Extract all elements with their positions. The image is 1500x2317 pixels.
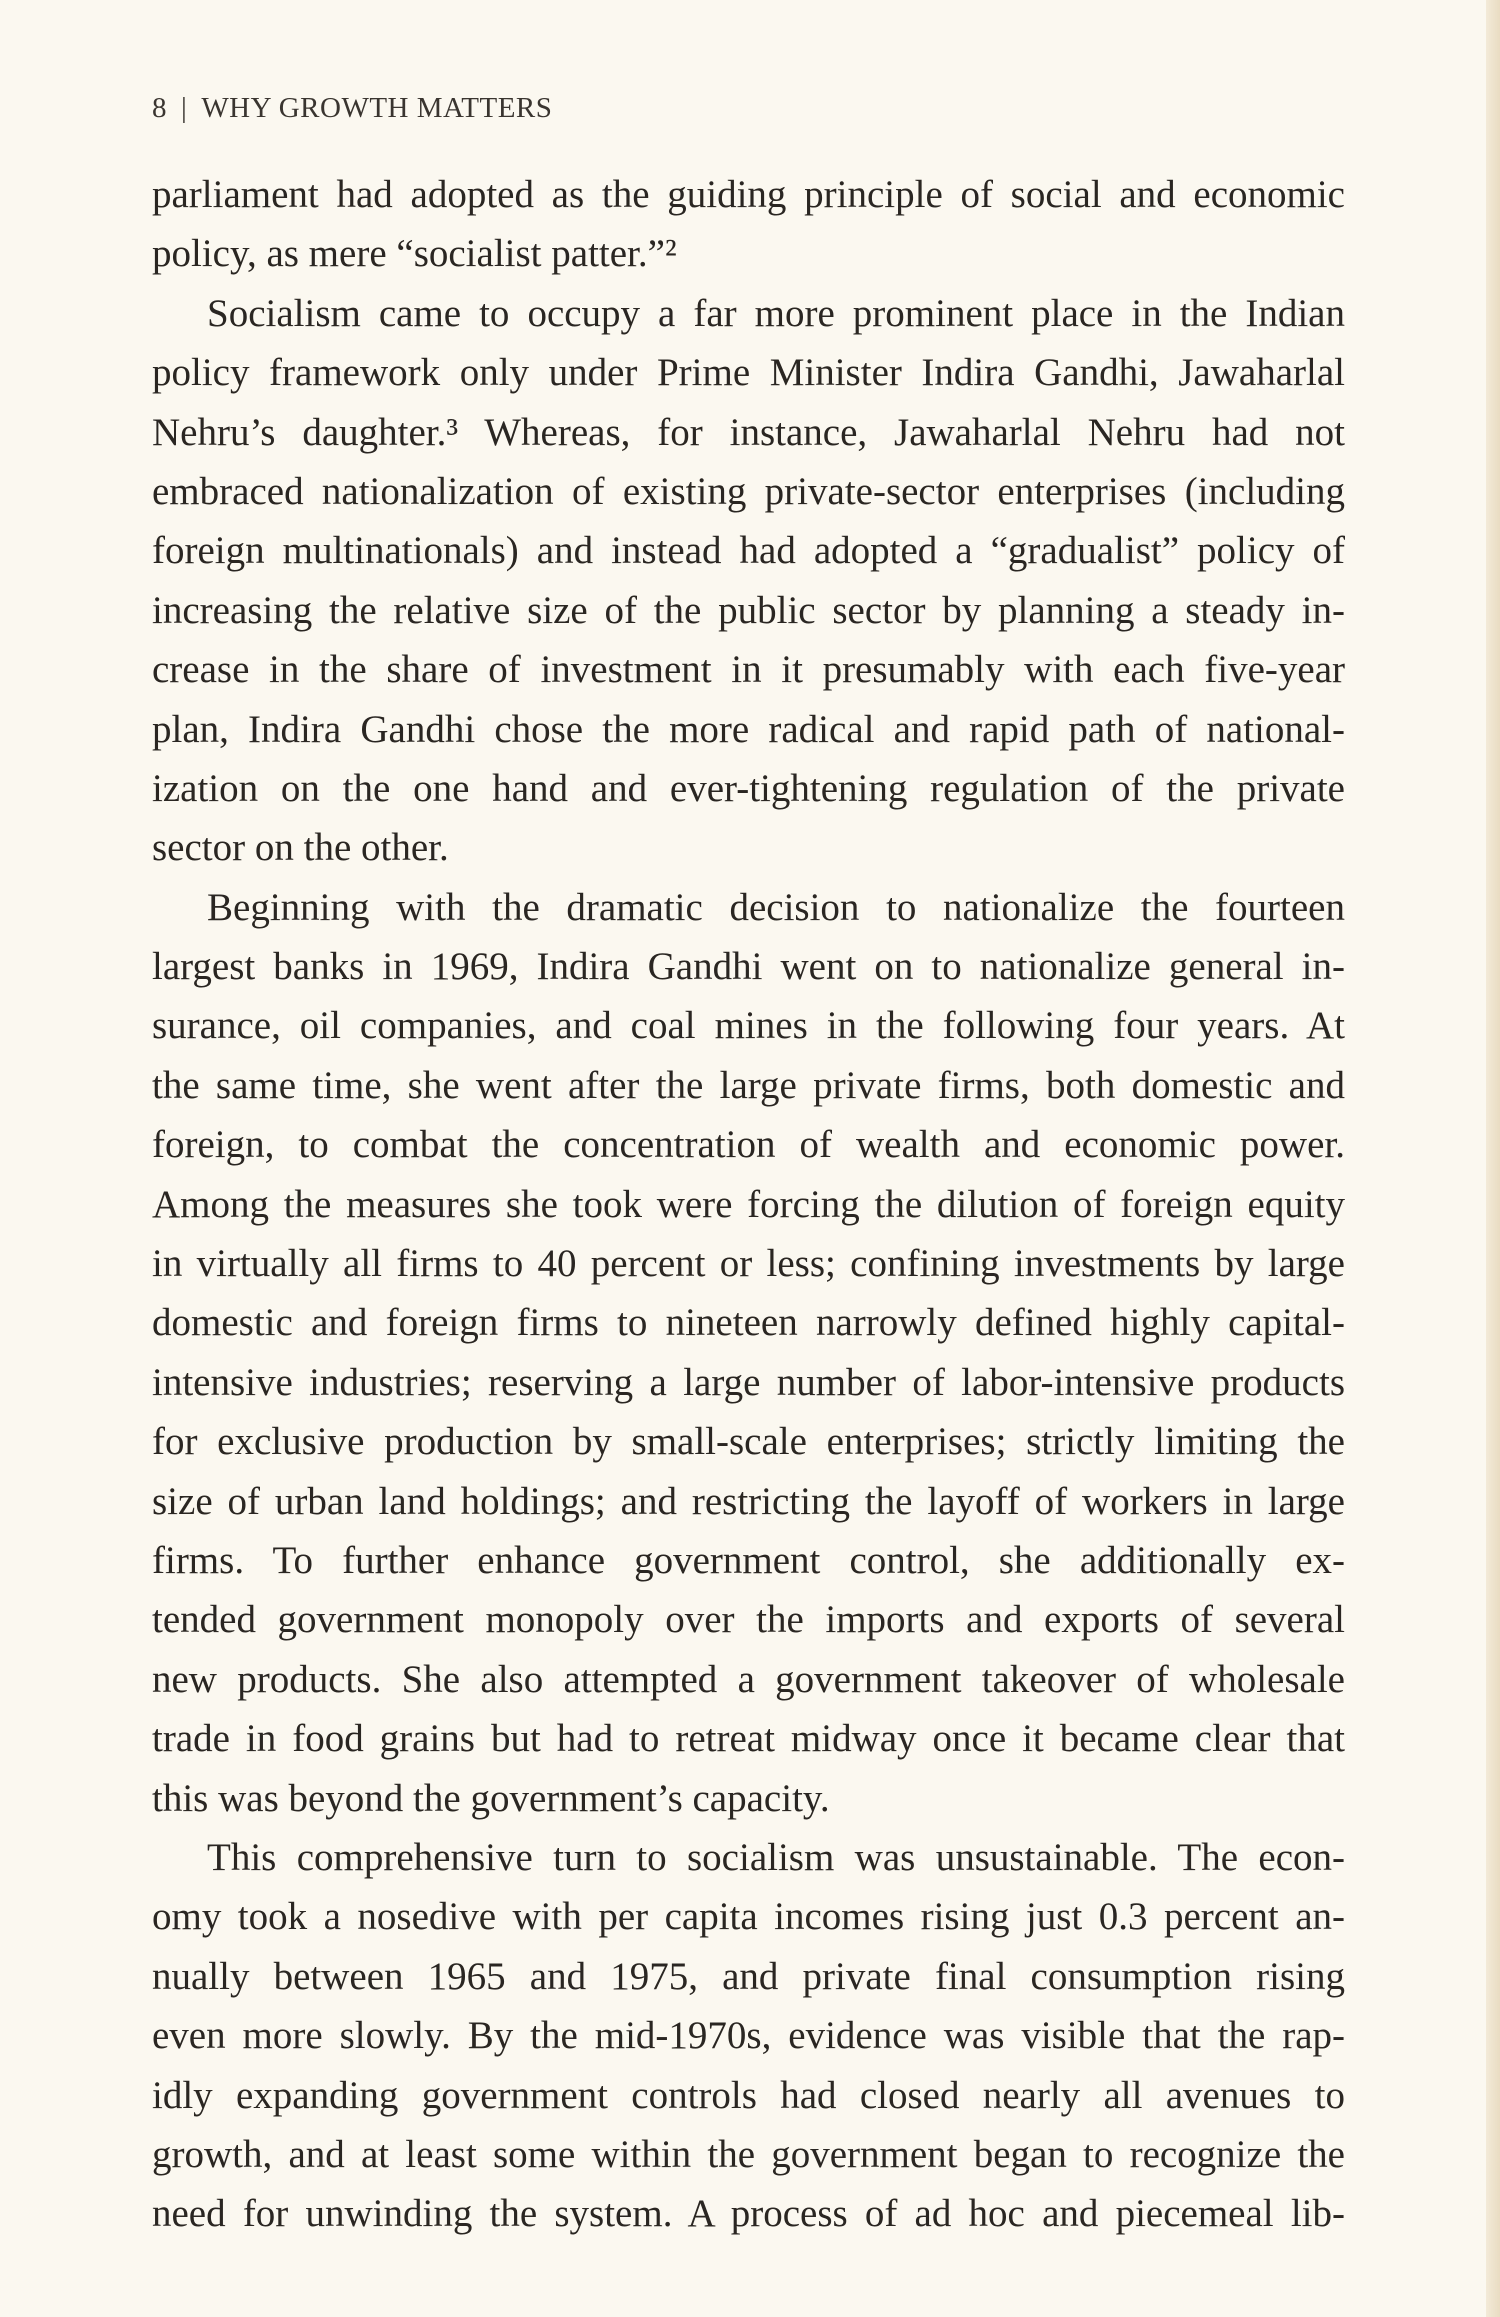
- text-line: policy framework only under Prime Minister Indira Gandhi, Jawaharlal: [152, 351, 1345, 395]
- text-line: tended government monopoly over the imports and exports of several: [152, 1598, 1345, 1642]
- text-line: foreign multinationals) and instead had adopted a “gradualist” policy of: [152, 529, 1345, 573]
- text-line: for exclusive production by small-scale enterprises; strictly limiting the: [152, 1420, 1345, 1464]
- text-line: the same time, she went after the large private firms, both domestic and: [152, 1063, 1345, 1107]
- body-text: [152, 165, 1345, 2244]
- page-edge: [1486, 0, 1500, 2317]
- text-line: idly expanding government controls had closed nearly all avenues to: [152, 2073, 1345, 2117]
- text-line: sector on the other.: [152, 826, 449, 870]
- text-line: largest banks in 1969, Indira Gandhi went on to nationalize general in-: [152, 945, 1345, 989]
- paragraph: [152, 165, 1345, 284]
- running-header: [152, 92, 552, 125]
- paragraph: [152, 878, 1345, 1828]
- text-line: omy took a nosedive with per capita incomes rising just 0.3 percent an-: [152, 1895, 1345, 1939]
- text-line: crease in the share of investment in it presumably with each five-year: [152, 648, 1345, 692]
- text-line: need for unwinding the system. A process of ad hoc and piecemeal lib-: [152, 2192, 1345, 2236]
- text-line: plan, Indira Gandhi chose the more radical and rapid path of national-: [152, 707, 1345, 751]
- paragraph: [152, 1828, 1345, 2244]
- header-separator: |: [181, 92, 188, 124]
- text-line: ization on the one hand and ever-tightening regulation of the private: [152, 766, 1345, 810]
- text-line: foreign, to combat the concentration of wealth and economic power.: [152, 1123, 1345, 1167]
- text-line: embraced nationalization of existing private-sector enterprises (including: [152, 469, 1345, 513]
- text-line: even more slowly. By the mid-1970s, evidence was visible that the rap-: [152, 2014, 1345, 2058]
- text-line: size of urban land holdings; and restricting the layoff of workers in large: [152, 1479, 1345, 1523]
- text-line: Among the measures she took were forcing the dilution of foreign equity: [152, 1182, 1345, 1226]
- text-line: policy, as mere “socialist patter.”²: [152, 232, 677, 276]
- text-line: firms. To further enhance government control, she additionally ex-: [152, 1538, 1345, 1582]
- text-line: surance, oil companies, and coal mines in the following four years. At: [152, 1004, 1345, 1048]
- text-line: growth, and at least some within the government began to recognize the: [152, 2132, 1345, 2176]
- text-line: new products. She also attempted a government takeover of wholesale: [152, 1657, 1345, 1701]
- text-line: parliament had adopted as the guiding principle of social and economic: [152, 173, 1345, 216]
- text-line: Nehru’s daughter.³ Whereas, for instance, Jawaharlal Nehru had not: [152, 410, 1345, 454]
- text-line: This comprehensive turn to socialism was unsustainable. The econ-: [207, 1835, 1345, 1879]
- paragraph: [152, 284, 1345, 878]
- text-line: domestic and foreign firms to nineteen narrowly defined highly capital-: [152, 1301, 1345, 1345]
- text-line: in virtually all firms to 40 percent or less; confining investments by large: [152, 1242, 1345, 1286]
- text-line: nually between 1965 and 1975, and private final consumption rising: [152, 1954, 1345, 1998]
- text-line: trade in food grains but had to retreat midway once it became clear that: [152, 1717, 1345, 1761]
- text-line: Beginning with the dramatic decision to nationalize the fourteen: [207, 885, 1345, 929]
- page-number: 8: [152, 92, 167, 124]
- text-line: Socialism came to occupy a far more prominent place in the Indian: [207, 291, 1345, 335]
- text-line: increasing the relative size of the public sector by planning a steady in-: [152, 588, 1345, 632]
- text-line: this was beyond the government’s capacity.: [152, 1776, 830, 1820]
- running-title: WHY GROWTH MATTERS: [201, 92, 553, 124]
- text-line: intensive industries; reserving a large number of labor-intensive products: [152, 1360, 1345, 1404]
